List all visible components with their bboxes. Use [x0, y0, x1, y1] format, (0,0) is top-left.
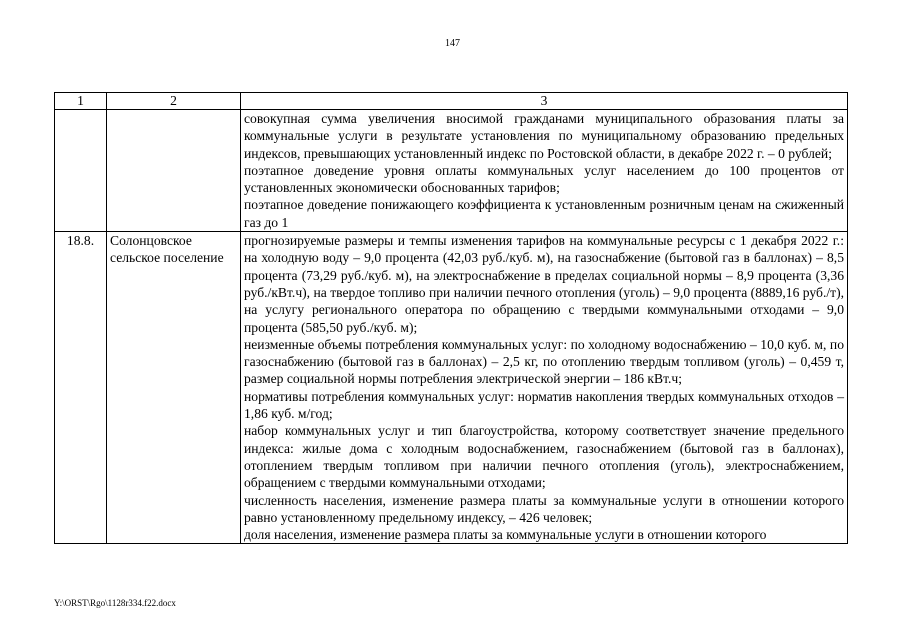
paragraph: нормативы потребления коммунальных услуг: норматив накопления твердых коммунальных отходов – 1,86 куб. м/год;: [244, 388, 844, 422]
row-number-empty: [55, 110, 107, 232]
paragraph: численность населения, изменение размера платы за коммунальные услуги в отношении которого равно установленному предельному индексу, – 426 человек;: [244, 492, 844, 525]
row-content: [241, 110, 848, 232]
table-row-18-8: [55, 232, 848, 544]
table-row-continued: [55, 110, 848, 232]
page-number: 147: [445, 38, 460, 49]
paragraph: совокупная сумма увеличения вносимой гражданами муниципального образования платы за коммунальные услуги в результате установления по муниципальному образованию предельных индексов, превышающих установленный индекс по Ростовской области, в декабре 2022 г. – 0 рублей;: [244, 111, 844, 161]
paragraph: поэтапное доведение понижающего коэффициента к установленным розничным ценам на сжиженный газ до 1: [244, 197, 844, 230]
footer-file-path: Y:\ORST\Rgo\1128r334.f22.docx: [54, 598, 176, 608]
row-name-empty: [107, 110, 241, 232]
paragraph: прогнозируемые размеры и темпы изменения тарифов на коммунальные ресурсы с 1 декабря 2022 г.: на холодную воду – 9,0 процента (42,03 руб./куб. м), на газоснабжение (бытовой газ в баллонах) – 8,5 процента (73,29 руб./куб. м), на электроснабжение в пределах социальной нормы – 8,9 процента (3,36 руб./кВт.ч), на твердое топливо при наличии печного отопления (уголь) – 9,0 процента (8889,16 руб./т), на услугу регионального оператора по обращению с твердыми коммунальными отходами – 9,0 процента (585,50 руб./куб. м);: [244, 233, 844, 335]
row-content: [241, 232, 848, 544]
paragraph: набор коммунальных услуг и тип благоустройства, которому соответствует значение предельного индекса: жилые дома с холодным водоснабжением, газоснабжением (бытовой газ в баллонах), отоплением твердым топливом при наличии печного отопления (уголь), электроснабжением, обращением с твердыми коммунальными отходами;: [244, 423, 844, 491]
tariff-table: [54, 92, 848, 544]
header-col-2: 2: [107, 93, 241, 110]
row-settlement-name: Солонцовское сельское поселение: [107, 232, 241, 544]
table-header-row: [55, 93, 848, 110]
paragraph: неизменные объемы потребления коммунальных услуг: по холодному водоснабжению – 10,0 куб. м, по газоснабжению (бытовой газ в баллонах) – 2,5 кг, по отоплению твердым топливом (уголь) – 0,459 т, размер социальной нормы потребления электрической энергии – 186 кВт.ч;: [244, 336, 844, 387]
header-col-1: 1: [55, 93, 107, 110]
row-number: 18.8.: [55, 232, 107, 544]
paragraph: поэтапное доведение уровня оплаты коммунальных услуг населением до 100 процентов от установленных экономически обоснованных тарифов;: [244, 162, 844, 196]
paragraph: доля населения, изменение размера платы за коммунальные услуги в отношении которого: [244, 527, 767, 543]
header-col-3: 3: [241, 93, 848, 110]
